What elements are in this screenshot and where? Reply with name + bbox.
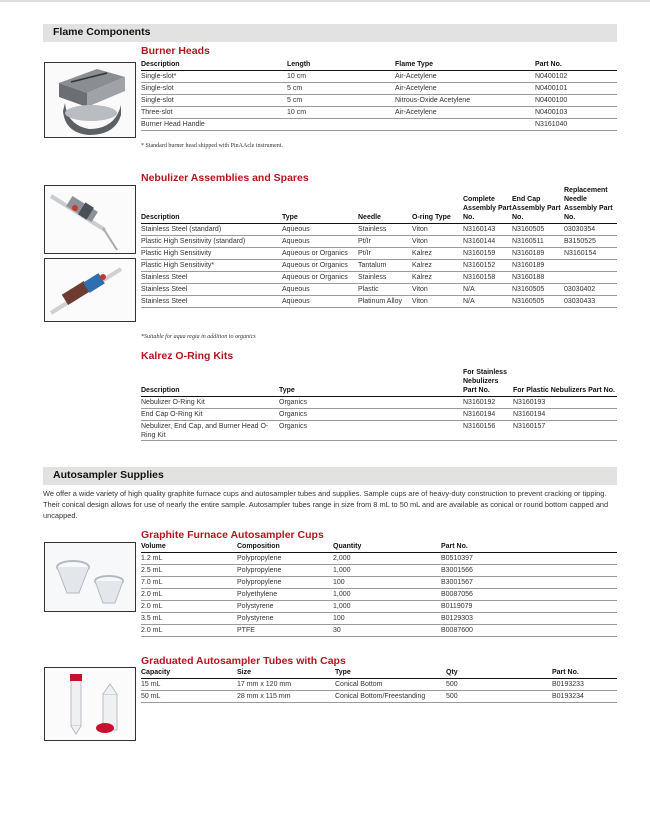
cell: 10 cm (287, 71, 395, 83)
table-row (141, 83, 617, 95)
cell: 500 (446, 679, 552, 691)
table-row (141, 613, 617, 625)
table-header-row (141, 542, 617, 553)
cell: Polypropylene (237, 553, 333, 565)
cell: 2,000 (333, 553, 441, 565)
cell: B3001566 (441, 565, 617, 577)
cell: Viton (412, 284, 463, 296)
table-row (141, 95, 617, 107)
cell: 100 (333, 613, 441, 625)
col-flame-type: Flame Type (395, 60, 535, 71)
col-composition: Composition (237, 542, 333, 553)
cell: Aqueous (282, 236, 358, 248)
cell: Kalrez (412, 260, 463, 272)
cell: Stainless (358, 272, 412, 284)
cell: N0400101 (535, 83, 617, 95)
cell: B0510397 (441, 553, 617, 565)
cell: Nitrous-Oxide Acetylene (395, 95, 535, 107)
cell: Polystyrene (237, 613, 333, 625)
table-row (141, 296, 617, 308)
cell: 1,000 (333, 589, 441, 601)
col-type: Type (279, 368, 463, 397)
table-row (141, 421, 617, 441)
cell: Single-slot (141, 95, 287, 107)
cell: Single-slot* (141, 71, 287, 83)
nebulizer-image-2 (44, 258, 136, 322)
table-row (141, 553, 617, 565)
table-row (141, 691, 617, 703)
autosampler-tubes-image (44, 667, 136, 741)
col-replacement-needle: Replacement Needle Assembly Part No. (564, 186, 617, 224)
cell: N3160156 (463, 421, 513, 441)
page-top-rule (0, 0, 650, 2)
table-row (141, 679, 617, 691)
cell: Polyethylene (237, 589, 333, 601)
table-row (141, 107, 617, 119)
cell: N3160194 (513, 409, 617, 421)
table-row (141, 260, 617, 272)
cell: Plastic High Sensitivity* (141, 260, 282, 272)
col-type: Type (282, 186, 358, 224)
cell: B0193233 (552, 679, 617, 691)
cell: 03030402 (564, 284, 617, 296)
col-length: Length (287, 60, 395, 71)
cell: 100 (333, 577, 441, 589)
cell: N3160192 (463, 397, 513, 409)
cell: Pt/Ir (358, 248, 412, 260)
cell: Organics (279, 397, 463, 409)
cell: Air-Acetylene (395, 83, 535, 95)
col-complete-assembly: Complete Assembly Part No. (463, 186, 512, 224)
col-plastic-part: For Plastic Nebulizers Part No. (513, 368, 617, 397)
cell: 03030354 (564, 224, 617, 236)
cell: 15 mL (141, 679, 237, 691)
cell (395, 119, 535, 131)
burner-heads-footnote: * Standard burner head shipped with PinAAcle instrument. (141, 143, 283, 149)
cell: N0400100 (535, 95, 617, 107)
table-row (141, 284, 617, 296)
cell: Single-slot (141, 83, 287, 95)
cell: Aqueous or Organics (282, 272, 358, 284)
cell: Conical Bottom/Freestanding (335, 691, 446, 703)
table-row (141, 248, 617, 260)
cell: B0193234 (552, 691, 617, 703)
cell: Stainless Steel (standard) (141, 224, 282, 236)
section-header-autosampler-supplies (43, 467, 617, 485)
cell: N3160505 (512, 284, 564, 296)
cell: Viton (412, 224, 463, 236)
cell (287, 119, 395, 131)
cell: B0129303 (441, 613, 617, 625)
cell: Air-Acetylene (395, 71, 535, 83)
nebulizer-footnote: *Suitable for aqua regia in addition to organics (141, 334, 256, 340)
table-row (141, 272, 617, 284)
cell: B3150525 (564, 236, 617, 248)
cell: N3160158 (463, 272, 512, 284)
burner-heads-table (141, 60, 617, 131)
cell: 17 mm x 120 mm (237, 679, 335, 691)
col-description: Description (141, 368, 279, 397)
cell: 50 mL (141, 691, 237, 703)
cell: N3160189 (512, 248, 564, 260)
table-row (141, 409, 617, 421)
cell: Viton (412, 236, 463, 248)
cell: Polypropylene (237, 565, 333, 577)
cell: Pt/Ir (358, 236, 412, 248)
cell: Aqueous (282, 224, 358, 236)
table-header-row (141, 668, 617, 679)
cell: B3001567 (441, 577, 617, 589)
col-part-no: Part No. (535, 60, 617, 71)
nebulizer-table (141, 186, 617, 308)
cell: 03030433 (564, 296, 617, 308)
cell: 1.2 mL (141, 553, 237, 565)
cell (564, 272, 617, 284)
tubes-table (141, 668, 617, 703)
tubes-title: Graduated Autosampler Tubes with Caps (141, 655, 346, 667)
cell: N/A (463, 284, 512, 296)
cell: 1,000 (333, 601, 441, 613)
cell: Organics (279, 421, 463, 441)
burner-heads-title: Burner Heads (141, 45, 210, 57)
cell: 5 cm (287, 83, 395, 95)
cell: N3160152 (463, 260, 512, 272)
cell: Stainless Steel (141, 296, 282, 308)
cell: Nebulizer O-Ring Kit (141, 397, 279, 409)
table-row (141, 397, 617, 409)
cell: N3160144 (463, 236, 512, 248)
cell: 7.0 mL (141, 577, 237, 589)
table-row (141, 71, 617, 83)
cell: Air-Acetylene (395, 107, 535, 119)
cell: Organics (279, 409, 463, 421)
cell: N3161040 (535, 119, 617, 131)
col-part-no: Part No. (441, 542, 617, 553)
cell: Polypropylene (237, 577, 333, 589)
section-title: Autosampler Supplies (53, 469, 164, 481)
table-row (141, 224, 617, 236)
cell: Aqueous (282, 284, 358, 296)
cell: N3160193 (513, 397, 617, 409)
cell: 3.5 mL (141, 613, 237, 625)
cell: B0119079 (441, 601, 617, 613)
table-header-row (141, 60, 617, 71)
cell: N3160143 (463, 224, 512, 236)
table-row (141, 565, 617, 577)
nebulizer-image-1 (44, 185, 136, 254)
cell: B0087600 (441, 625, 617, 637)
cell: Aqueous or Organics (282, 260, 358, 272)
cell (564, 260, 617, 272)
cell: 2.0 mL (141, 625, 237, 637)
autosampler-cups-image (44, 542, 136, 612)
burner-head-image (44, 62, 136, 138)
cell: Kalrez (412, 248, 463, 260)
cell: PTFE (237, 625, 333, 637)
cell: 2.0 mL (141, 589, 237, 601)
cups-title: Graphite Furnace Autosampler Cups (141, 529, 324, 541)
cell: 5 cm (287, 95, 395, 107)
col-description: Description (141, 186, 282, 224)
table-row (141, 236, 617, 248)
cell: Stainless (358, 224, 412, 236)
cell: 2.5 mL (141, 565, 237, 577)
kalrez-title: Kalrez O-Ring Kits (141, 350, 234, 362)
cell: N/A (463, 296, 512, 308)
cell: Plastic High Sensitivity (141, 248, 282, 260)
col-size: Size (237, 668, 335, 679)
cell: Aqueous or Organics (282, 248, 358, 260)
col-capacity: Capacity (141, 668, 237, 679)
cell: Polystyrene (237, 601, 333, 613)
col-end-cap-assembly: End Cap Assembly Part No. (512, 186, 564, 224)
cups-table (141, 542, 617, 637)
table-row (141, 625, 617, 637)
cell: N3160188 (512, 272, 564, 284)
table-row (141, 119, 617, 131)
cell: N3160511 (512, 236, 564, 248)
table-header-row (141, 186, 617, 224)
cell: Aqueous (282, 296, 358, 308)
cell: End Cap O-Ring Kit (141, 409, 279, 421)
col-type: Type (335, 668, 446, 679)
table-row (141, 601, 617, 613)
cell: Three-slot (141, 107, 287, 119)
cell: N3160157 (513, 421, 617, 441)
kalrez-table (141, 368, 617, 441)
cell: N0400102 (535, 71, 617, 83)
cell: 2.0 mL (141, 601, 237, 613)
cell: 1,000 (333, 565, 441, 577)
cell: N3160189 (512, 260, 564, 272)
cell: N3160505 (512, 224, 564, 236)
col-quantity: Quantity (333, 542, 441, 553)
cell: Nebulizer, End Cap, and Burner Head O-Ring Kit (141, 421, 279, 441)
cell: B0087056 (441, 589, 617, 601)
cell: Plastic (358, 284, 412, 296)
cell: Burner Head Handle (141, 119, 287, 131)
table-header-row (141, 368, 617, 397)
cell: Plastic High Sensitivity (standard) (141, 236, 282, 248)
cell: Conical Bottom (335, 679, 446, 691)
cell: Stainless Steel (141, 284, 282, 296)
cell: Viton (412, 296, 463, 308)
cell: Kalrez (412, 272, 463, 284)
nebulizer-title: Nebulizer Assemblies and Spares (141, 172, 309, 184)
cell: Stainless Steel (141, 272, 282, 284)
col-stainless-part: For Stainless Nebulizers Part No. (463, 368, 513, 397)
autosampler-intro: We offer a wide variety of high quality graphite furnace cups and autosampler tubes and supplies. Sample cups are of heavy-duty construction to prevent cracking or tipping. Their conical design allows for use of nearly the entire sample. Autosampler tubes range in size from 8 mL to 50 mL and are available as conical or round bottom capped and uncapped. (43, 489, 609, 520)
cell: N3160154 (564, 248, 617, 260)
section-header-flame-components (43, 24, 617, 42)
col-needle: Needle (358, 186, 412, 224)
col-description: Description (141, 60, 287, 71)
col-qty: Qty (446, 668, 552, 679)
cell: Platinum Alloy (358, 296, 412, 308)
cell: 30 (333, 625, 441, 637)
section-title: Flame Components (53, 26, 151, 38)
col-oring-type: O-ring Type (412, 186, 463, 224)
table-row (141, 577, 617, 589)
cell: 500 (446, 691, 552, 703)
col-part-no: Part No. (552, 668, 617, 679)
cell: Tantalum (358, 260, 412, 272)
cell: N3160194 (463, 409, 513, 421)
col-volume: Volume (141, 542, 237, 553)
cell: N0400103 (535, 107, 617, 119)
cell: 10 cm (287, 107, 395, 119)
cell: N3160159 (463, 248, 512, 260)
table-row (141, 589, 617, 601)
cell: N3160505 (512, 296, 564, 308)
cell: 28 mm x 115 mm (237, 691, 335, 703)
